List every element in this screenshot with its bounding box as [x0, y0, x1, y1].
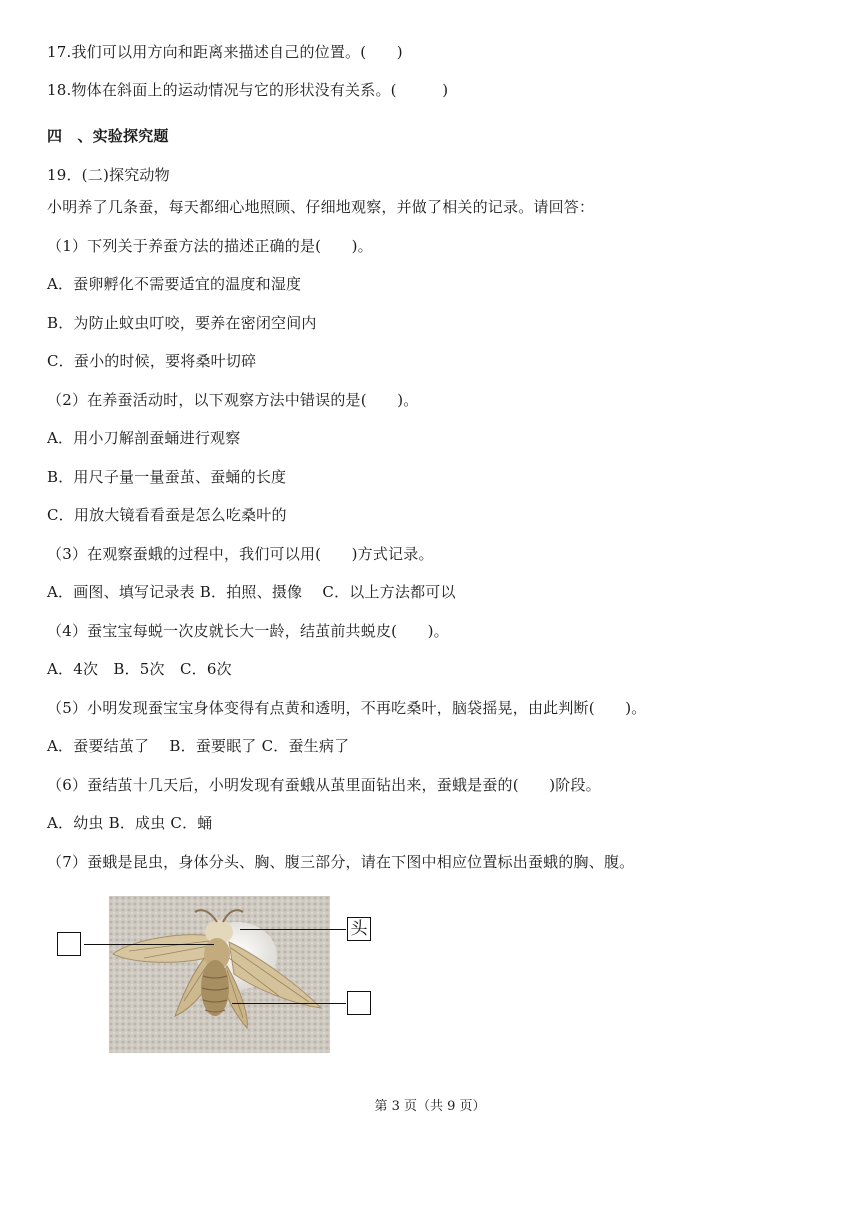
- sub-question-7: （7）蚕蛾是昆虫，身体分头、胸、腹三部分，请在下图中相应位置标出蚕蛾的胸、腹。: [47, 853, 635, 871]
- options-6: A．幼虫 B．成虫 C．蛹: [47, 814, 213, 832]
- options-4: A．4次 B．5次 C．6次: [47, 660, 232, 678]
- silkmoth-figure: [0, 880, 860, 1070]
- options-5: A．蚕要结茧了 B．蚕要眠了 C．蚕生病了: [47, 737, 350, 755]
- options-3: A．画图、填写记录表 B．拍照、摄像 C．以上方法都可以: [47, 583, 456, 601]
- sub-question-3: （3）在观察蚕蛾的过程中，我们可以用( )方式记录。: [47, 545, 434, 563]
- option-2b: B．用尺子量一量蚕茧、蚕蛹的长度: [47, 468, 287, 486]
- page-footer: 第 3 页（共 9 页）: [374, 1099, 486, 1114]
- lower-right-leader-line: [232, 1003, 346, 1004]
- left-leader-line: [84, 944, 214, 945]
- sub-question-1: （1）下列关于养蚕方法的描述正确的是( )。: [47, 237, 373, 255]
- option-2a: A．用小刀解剖蚕蛹进行观察: [47, 429, 241, 447]
- question-19-title: 19．(二)探究动物: [47, 166, 170, 184]
- silkmoth-photo: [109, 896, 330, 1053]
- sub-question-2: （2）在养蚕活动时，以下观察方法中错误的是( )。: [47, 391, 419, 409]
- sub-question-6: （6）蚕结茧十几天后，小明发现有蚕蛾从茧里面钻出来，蚕蛾是蚕的( )阶段。: [47, 776, 601, 794]
- option-1a: A．蚕卵孵化不需要适宜的温度和湿度: [47, 275, 302, 293]
- question-17: 17.我们可以用方向和距离来描述自己的位置。( ): [47, 43, 403, 61]
- head-leader-line: [240, 929, 346, 930]
- option-1c: C．蚕小的时候，要将桑叶切碎: [47, 352, 257, 370]
- head-label-box: 头: [347, 917, 371, 941]
- option-1b: B．为防止蚊虫叮咬，要养在密闭空间内: [47, 314, 317, 332]
- section-heading: 四 、实验探究题: [47, 127, 169, 145]
- silkmoth-illustration: [109, 896, 330, 1053]
- sub-question-4: （4）蚕宝宝每蜕一次皮就长大一龄，结茧前共蜕皮( )。: [47, 622, 449, 640]
- lower-right-label-box[interactable]: [347, 991, 371, 1015]
- question-19-intro: 小明养了几条蚕，每天都细心地照顾、仔细地观察，并做了相关的记录。请回答：: [47, 198, 595, 216]
- option-2c: C．用放大镜看看蚕是怎么吃桑叶的: [47, 506, 287, 524]
- question-18: 18.物体在斜面上的运动情况与它的形状没有关系。( ): [47, 81, 449, 99]
- left-label-box[interactable]: [57, 932, 81, 956]
- sub-question-5: （5）小明发现蚕宝宝身体变得有点黄和透明，不再吃桑叶，脑袋摇晃，由此判断( )。: [47, 699, 647, 717]
